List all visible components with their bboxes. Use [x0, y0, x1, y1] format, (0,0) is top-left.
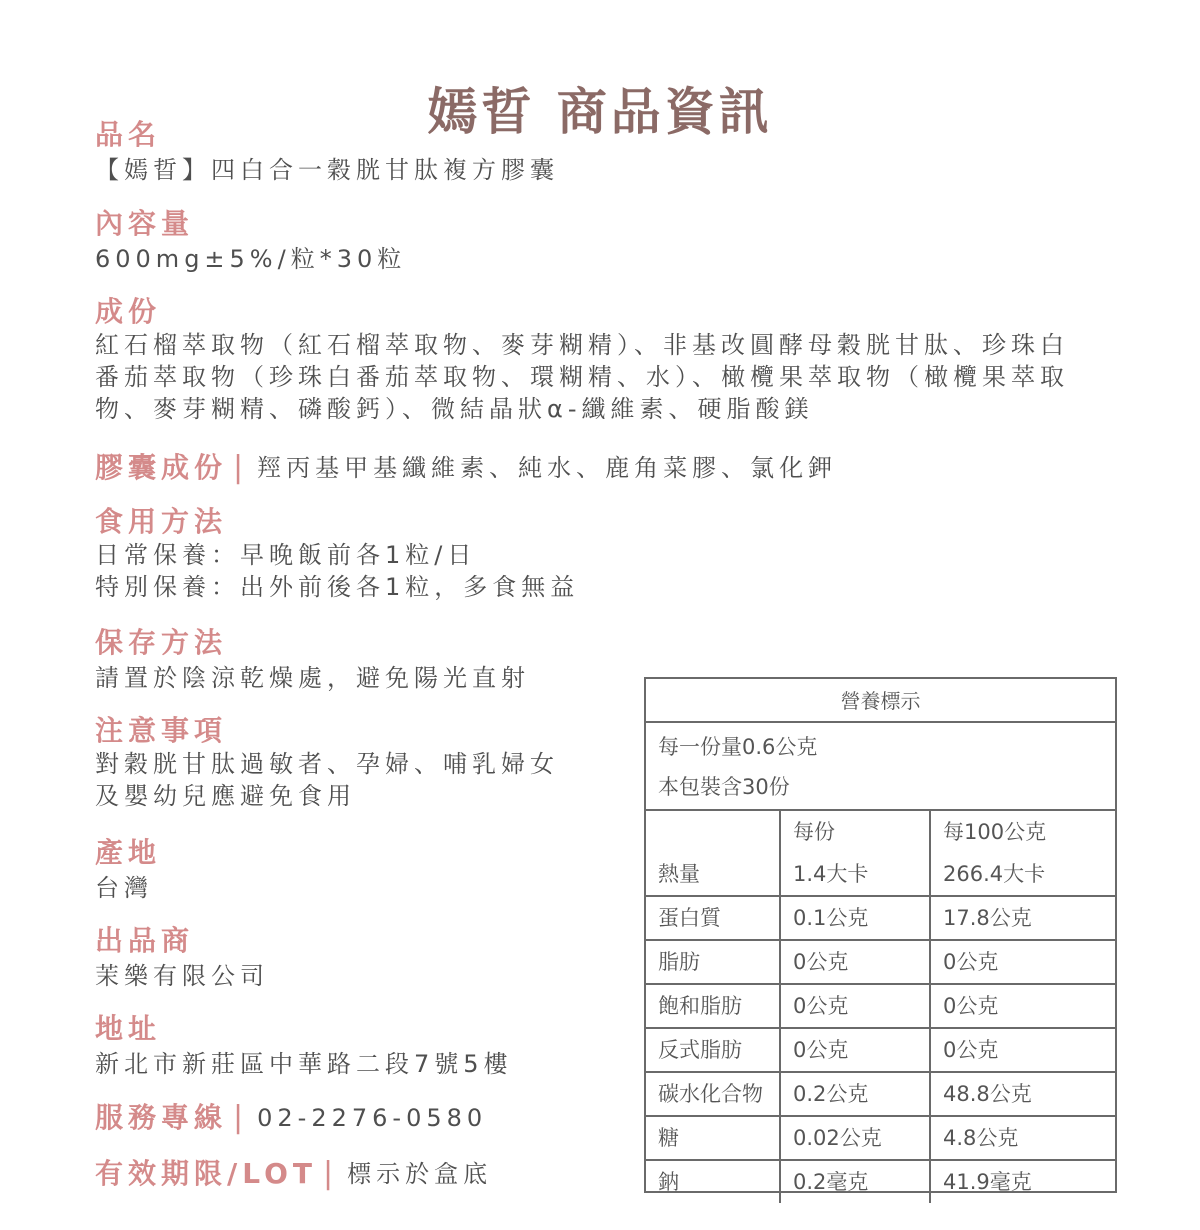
serving-info — [646, 727, 1115, 811]
maker-section — [95, 924, 269, 992]
empty-header-cell — [646, 811, 780, 853]
nutrient-name: 碳水化合物 — [646, 1072, 780, 1116]
nutrition-row — [646, 896, 1115, 940]
value-per-serving: 0.2毫克 — [780, 1160, 930, 1203]
ingredients-line: 物、麥芽糊精、磷酸鈣）、微結晶狀α-纖維素、硬脂酸鎂 — [95, 395, 814, 423]
usage-line: 特別保養：出外前後各1粒，多食無益 — [95, 573, 580, 601]
col-per-100g: 每100公克 — [943, 820, 1047, 844]
nutrition-row — [646, 984, 1115, 1028]
value-per-serving: 1.4大卡 — [780, 853, 930, 896]
notice-line: 對穀胱甘肽過敏者、孕婦、哺乳婦女 — [95, 750, 559, 778]
ingredients-label: 成份 — [95, 295, 162, 328]
value-per-serving: 0公克 — [780, 1028, 930, 1072]
origin-label: 產地 — [95, 836, 162, 869]
ingredients-section — [95, 295, 1105, 425]
product-name-value: 【嫣晢】四白合一穀胱甘肽複方膠囊 — [95, 156, 559, 184]
capsule-label: 膠囊成份 — [95, 450, 228, 484]
maker-value: 茉樂有限公司 — [95, 962, 269, 990]
page-title: 嫣晢 商品資訊 — [427, 82, 773, 141]
value-per-100g: 266.4大卡 — [930, 853, 1115, 896]
storage-value: 請置於陰涼乾燥處，避免陽光直射 — [95, 664, 530, 692]
capsule-section — [95, 450, 837, 485]
nutrition-table — [644, 677, 1117, 1193]
product-name-label: 品名 — [95, 118, 162, 151]
value-per-100g: 48.8公克 — [930, 1072, 1115, 1116]
value-per-serving: 0.2公克 — [780, 1072, 930, 1116]
nutrition-row — [646, 1072, 1115, 1116]
separator-bar: | — [233, 1100, 244, 1135]
value-per-serving: 0公克 — [780, 940, 930, 984]
serving-size: 每一份量0.6公克 — [658, 735, 818, 759]
storage-label: 保存方法 — [95, 626, 228, 659]
value-per-serving: 0公克 — [780, 984, 930, 1028]
content-value: 600mg±5%/粒*30粒 — [95, 245, 407, 273]
ingredients-line: 番茄萃取物（珍珠白番茄萃取物、環糊精、水）、橄欖果萃取物（橄欖果萃取 — [95, 363, 1069, 391]
value-per-100g: 0公克 — [930, 940, 1115, 984]
nutrient-name: 熱量 — [646, 853, 780, 896]
nutrition-row — [646, 940, 1115, 984]
origin-value: 台灣 — [95, 874, 153, 902]
notice-line: 及嬰幼兒應避免食用 — [95, 782, 356, 810]
value-per-100g: 0公克 — [930, 984, 1115, 1028]
product-name-section — [95, 118, 559, 186]
servings-count: 本包裝含30份 — [658, 775, 790, 799]
value-per-100g: 17.8公克 — [930, 896, 1115, 940]
nutrition-row — [646, 1160, 1115, 1203]
separator-bar: | — [322, 1156, 334, 1191]
content-section — [95, 207, 406, 275]
value-per-serving: 0.02公克 — [780, 1116, 930, 1160]
usage-line: 日常保養：早晚飯前各1粒/日 — [95, 541, 477, 569]
maker-label: 出品商 — [95, 924, 195, 957]
nutrient-name: 蛋白質 — [646, 896, 780, 940]
ingredients-line: 紅石榴萃取物（紅石榴萃取物、麥芽糊精）、非基改圓酵母穀胱甘肽、珍珠白 — [95, 331, 1069, 359]
hotline-label: 服務專線 — [95, 1100, 228, 1134]
address-label: 地址 — [95, 1012, 162, 1045]
expiry-section — [95, 1156, 492, 1191]
nutrient-name: 鈉 — [646, 1160, 780, 1203]
expiry-label: 有效期限/LOT — [95, 1156, 317, 1190]
nutrition-row — [646, 853, 1115, 896]
nutrient-name: 糖 — [646, 1116, 780, 1160]
nutrition-grid — [646, 811, 1115, 1203]
value-per-100g: 41.9毫克 — [943, 1170, 1032, 1194]
hotline-value: 02-2276-0580 — [257, 1103, 488, 1132]
nutrition-col-header-row — [646, 811, 1115, 853]
expiry-value: 標示於盒底 — [347, 1159, 493, 1188]
value-per-100g: 4.8公克 — [930, 1116, 1115, 1160]
nutrition-row — [646, 1116, 1115, 1160]
usage-label: 食用方法 — [95, 505, 228, 538]
value-per-100g: 0公克 — [930, 1028, 1115, 1072]
nutrient-name: 飽和脂肪 — [646, 984, 780, 1028]
storage-section — [95, 626, 530, 694]
origin-section — [95, 836, 161, 904]
separator-bar: | — [233, 450, 244, 485]
nutrient-name: 脂肪 — [646, 940, 780, 984]
nutrition-header: 營養標示 — [646, 679, 1115, 723]
hotline-section — [95, 1100, 487, 1135]
nutrition-row — [646, 1028, 1115, 1072]
nutrient-name: 反式脂肪 — [646, 1028, 780, 1072]
notice-section — [95, 714, 559, 812]
content-label: 內容量 — [95, 207, 195, 240]
usage-section — [95, 505, 579, 603]
value-per-serving: 0.1公克 — [780, 896, 930, 940]
col-per-serving: 每份 — [780, 811, 930, 853]
notice-label: 注意事項 — [95, 714, 228, 747]
address-value: 新北市新莊區中華路二段7號5樓 — [95, 1050, 513, 1078]
address-section — [95, 1012, 513, 1080]
capsule-value: 羥丙基甲基纖維素、純水、鹿角菜膠、氯化鉀 — [257, 453, 838, 482]
